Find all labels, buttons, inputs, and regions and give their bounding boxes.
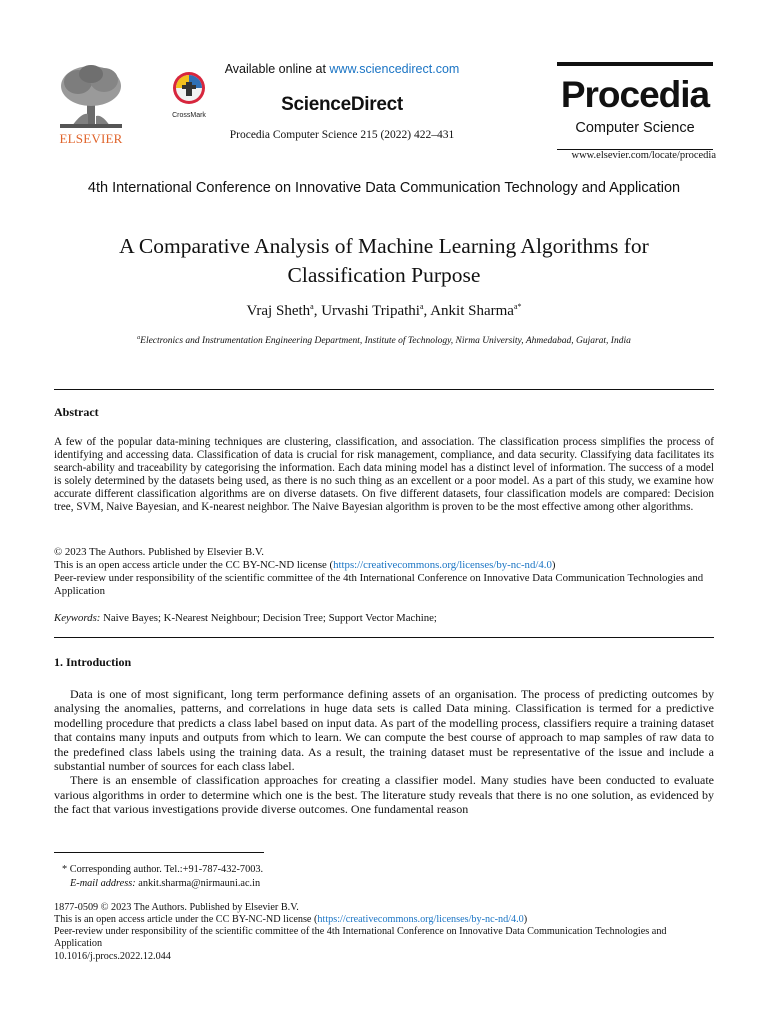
abstract-text: A few of the popular data-mining techniques are clustering, classification, and association. The classification process simplifies the process of identifying and accessing data. Classification of data is crucial for risk management, compliance, and data security. Classifying data facilitates its search-ability and traceability by categorising the information. Each data mining model has a distinct level of information. The success of a model is solely determined by the datasets being used, as there is no such thing as an excellent or a poor model. As a part of this study, we examine how accurate different classification algorithms are on diverse datasets. On five different datasets, four classification models are compared: Decision tree, SVM, Naive Bayesian, and K-nearest neighbor. The Naive Bayesian algorithm is proven to be the most effective among other algorithms.	[54, 436, 714, 514]
keywords-label: Keywords:	[54, 612, 101, 624]
footer-license-suffix: )	[523, 914, 528, 925]
sciencedirect-brand: ScienceDirect	[281, 94, 403, 115]
crossmark-label: CrossMark	[172, 112, 206, 119]
procedia-url[interactable]: www.elsevier.com/locate/procedia	[571, 150, 716, 161]
abstract-heading: Abstract	[54, 405, 99, 419]
procedia-subtitle: Computer Science	[575, 120, 695, 136]
license-prefix: This is an open access article under the CC BY-NC-ND license (	[54, 559, 334, 571]
footer-license-link[interactable]: https://creativecommons.org/licenses/by-nc-nd/4.0	[317, 914, 524, 925]
publisher-name: ELSEVIER	[59, 131, 123, 146]
author-name: Ankit Sharma	[430, 303, 514, 319]
affiliation-text: Electronics and Instrumentation Engineering Department, Institute of Technology, Nirma University, Ahmedabad, Gujarat, India	[140, 336, 631, 347]
author-name: Vraj Sheth	[246, 303, 311, 319]
section-rule	[54, 637, 714, 638]
crossmark-icon	[171, 70, 207, 106]
author-affil-mark: a	[419, 302, 424, 311]
conference-name: 4th International Conference on Innovative Data Communication Technology and Application	[87, 180, 681, 196]
intro-paragraph: Data is one of most significant, long term performance defining assets of an organisation. The process of predicting outcomes by analysing the anomalies, patterns, and correlations in huge data sets is called Data mining. Classification is termed for a predictive modelling procedure that predicts a class label based on input data. As part of the modelling process, classifiers require a training dataset that contains many inputs and outputs from which to learn. We can compute the best course of approach to map samples of raw data to the predefined class labels using the training data. As a result, the training dataset must be representative of the issue and include a substantial number of sources for each class label.	[54, 687, 714, 774]
procedia-title: Procedia	[560, 74, 710, 115]
crossmark-badge[interactable]	[167, 70, 211, 119]
available-online	[214, 62, 470, 76]
paper-title: A Comparative Analysis of Machine Learning Algorithms for Classification Purpose	[119, 234, 649, 287]
available-prefix: Available online at	[224, 62, 330, 76]
journal-reference: Procedia Computer Science 215 (2022) 422–431	[229, 129, 455, 141]
sciencedirect-link[interactable]: www.sciencedirect.com	[329, 62, 460, 76]
affiliation	[40, 335, 728, 346]
author-email	[70, 878, 260, 891]
author-affil-mark: a	[310, 302, 314, 311]
abstract-peer-review: Peer-review under responsibility of the scientific committee of the 4th International Conference on Innovative Data Communication Technologies and Application	[54, 572, 704, 597]
keywords-list: Naive Bayes; K-Nearest Neighbour; Decision Tree; Support Vector Machine;	[100, 612, 437, 624]
license-link[interactable]: https://creativecommons.org/licenses/by-nc-nd/4.0	[333, 559, 552, 571]
introduction-heading: 1. Introduction	[54, 655, 132, 669]
author-list: Vraj Sheth$^a$, Urvashi Tripathi$^a$, Ankit Sharma$^{a*}$	[246, 302, 522, 319]
footer-peer-review: Peer-review under responsibility of the scientific committee of the 4th International Conference on Innovative Data Communication Technologies and Application	[54, 926, 667, 949]
author-affil-mark: a*	[513, 302, 522, 311]
introduction-body	[54, 687, 714, 817]
section-rule	[54, 389, 714, 390]
footer-license-prefix: This is an open access article under the CC BY-NC-ND license (	[54, 914, 318, 925]
author-name: Urvashi Tripathi	[321, 303, 420, 319]
procedia-masthead	[557, 62, 713, 150]
email-label: E-mail address:	[70, 878, 136, 889]
affiliation-mark: a	[137, 335, 141, 341]
license-suffix: )	[551, 559, 556, 571]
keywords	[54, 612, 714, 625]
footer-license	[54, 914, 714, 926]
corresponding-author: * Corresponding author. Tel.:+91-787-432-7003.	[62, 864, 264, 875]
abstract-copyright: © 2023 The Authors. Published by Elsevier B.V.	[54, 546, 264, 558]
footer-issn: 1877-0509 © 2023 The Authors. Published by Elsevier B.V.	[54, 902, 299, 913]
intro-paragraph: There is an ensemble of classification approaches for creating a classifier model. Many studies have been conducted to evaluate various algorithms in order to determine which one is the best. The literature study reveals that there is no one solution, as evidenced by the fact that various investigations provide diverse outcomes. One fundamental reason	[54, 773, 714, 817]
abstract-license	[54, 559, 714, 572]
email-address[interactable]: ankit.sharma@nirmauni.ac.in	[135, 878, 261, 889]
footer-doi[interactable]: 10.1016/j.procs.2022.12.044	[54, 951, 171, 962]
footnote-rule	[54, 852, 264, 853]
